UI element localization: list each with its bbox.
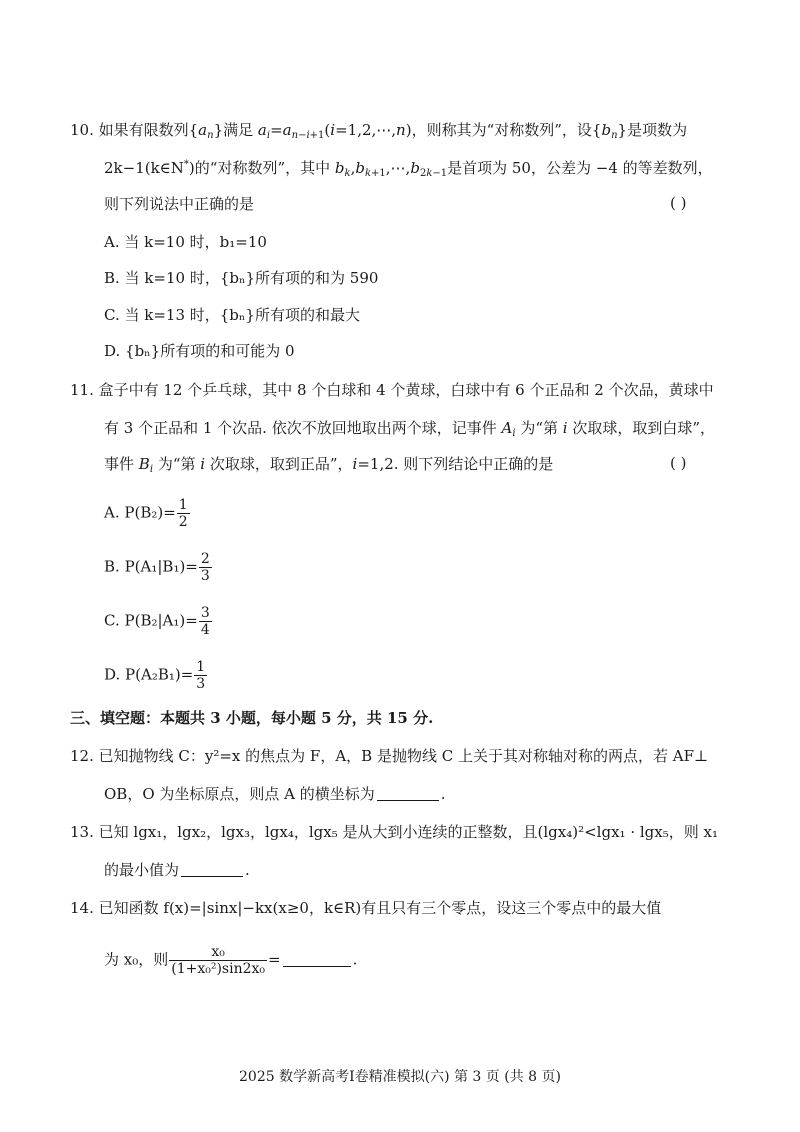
q10-option-a: A. 当 k=10 时，b₁=10 bbox=[104, 233, 267, 251]
q13-line2: 的最小值为 . bbox=[104, 861, 250, 879]
section-heading: 三、填空题：本题共 3 小题，每小题 5 分，共 15 分. bbox=[70, 709, 434, 727]
q11-option-a: A. P(B₂)= $\frac{1}{2}$ bbox=[104, 497, 188, 530]
q10-line3: 则下列说法中正确的是 bbox=[104, 195, 255, 213]
q10-line2: 2k−1(k∈N*)的“对称数列”，其中 $b_k,b_{k+1},\cdots,b_{2k-1}$是首项为 50，公差为 −4 的等差数列， bbox=[104, 159, 713, 179]
q11-option-b: B. P(A₁|B₁)= $\frac{2}{3}$ bbox=[104, 551, 210, 584]
fraction: $\frac{2}{3}$ bbox=[200, 551, 210, 584]
q11-answer-paren: ( ) bbox=[670, 454, 687, 472]
answer-blank[interactable] bbox=[283, 952, 351, 967]
q10-option-c: C. 当 k=13 时，{bₙ}所有项的和最大 bbox=[104, 306, 360, 324]
q14-line1: 14. 已知函数 f(x)=|sinx|−kx(x≥0，k∈R)有且只有三个零点，设这三个零点中的最大值 bbox=[70, 899, 662, 917]
fraction: $\frac{3}{4}$ bbox=[200, 605, 210, 638]
q11-line1: 11. 盒子中有 12 个乒乓球，其中 8 个白球和 4 个黄球，白球中有 6 个正品和 2 个次品，黄球中 bbox=[70, 381, 714, 399]
q11-line3: 事件 $B_i$ 为“第 i 次取球，取到正品”，i=1,2. 则下列结论中正确的是 bbox=[104, 455, 554, 475]
q11-line2: 有 3 个正品和 1 个次品. 依次不放回地取出两个球，记事件 $A_i$ 为“第 i 次取球，取到白球”， bbox=[104, 419, 716, 439]
q14-line2: 为 x₀，则 $\frac{\text{x₀}}{\text{(1+x₀²)sin2x₀}}$ = . bbox=[104, 944, 358, 977]
q13-line1: 13. 已知 lgx₁，lgx₂，lgx₃，lgx₄，lgx₅ 是从大到小连续的正整数，且(lgx₄)²<lgx₁ · lgx₅，则 x₁ bbox=[70, 823, 718, 841]
answer-blank[interactable] bbox=[181, 862, 243, 877]
page-footer: 2025 数学新高考Ⅰ卷精准模拟(六) 第 3 页 (共 8 页) bbox=[239, 1069, 561, 1085]
answer-blank[interactable] bbox=[377, 786, 439, 801]
q11-option-d: D. P(A₂B₁)= $\frac{1}{3}$ bbox=[104, 659, 206, 692]
fraction: $\frac{\text{x₀}}{\text{(1+x₀²)sin2x₀}}$ bbox=[171, 944, 266, 977]
q12-line1: 12. 已知抛物线 C：y²=x 的焦点为 F，A，B 是抛物线 C 上关于其对称轴对称的两点，若 AF⊥ bbox=[70, 747, 709, 765]
q11-option-c: C. P(B₂|A₁)= $\frac{3}{4}$ bbox=[104, 605, 210, 638]
q10-answer-paren: ( ) bbox=[670, 194, 687, 212]
fraction: $\frac{1}{3}$ bbox=[196, 659, 206, 692]
q12-line2: OB，O 为坐标原点，则点 A 的横坐标为 . bbox=[104, 785, 446, 803]
q10-line1: 10. 如果有限数列$\{a_n\}$满足 $a_i=a_{n-i+1}(i=1,2,\cdots,n)$，则称其为“对称数列”，设$\{b_n\}$是项数为 bbox=[70, 121, 688, 141]
q10-option-b: B. 当 k=10 时，{bₙ}所有项的和为 590 bbox=[104, 269, 379, 287]
fraction: $\frac{1}{2}$ bbox=[178, 497, 188, 530]
q10-option-d: D. {bₙ}所有项的和可能为 0 bbox=[104, 342, 295, 360]
